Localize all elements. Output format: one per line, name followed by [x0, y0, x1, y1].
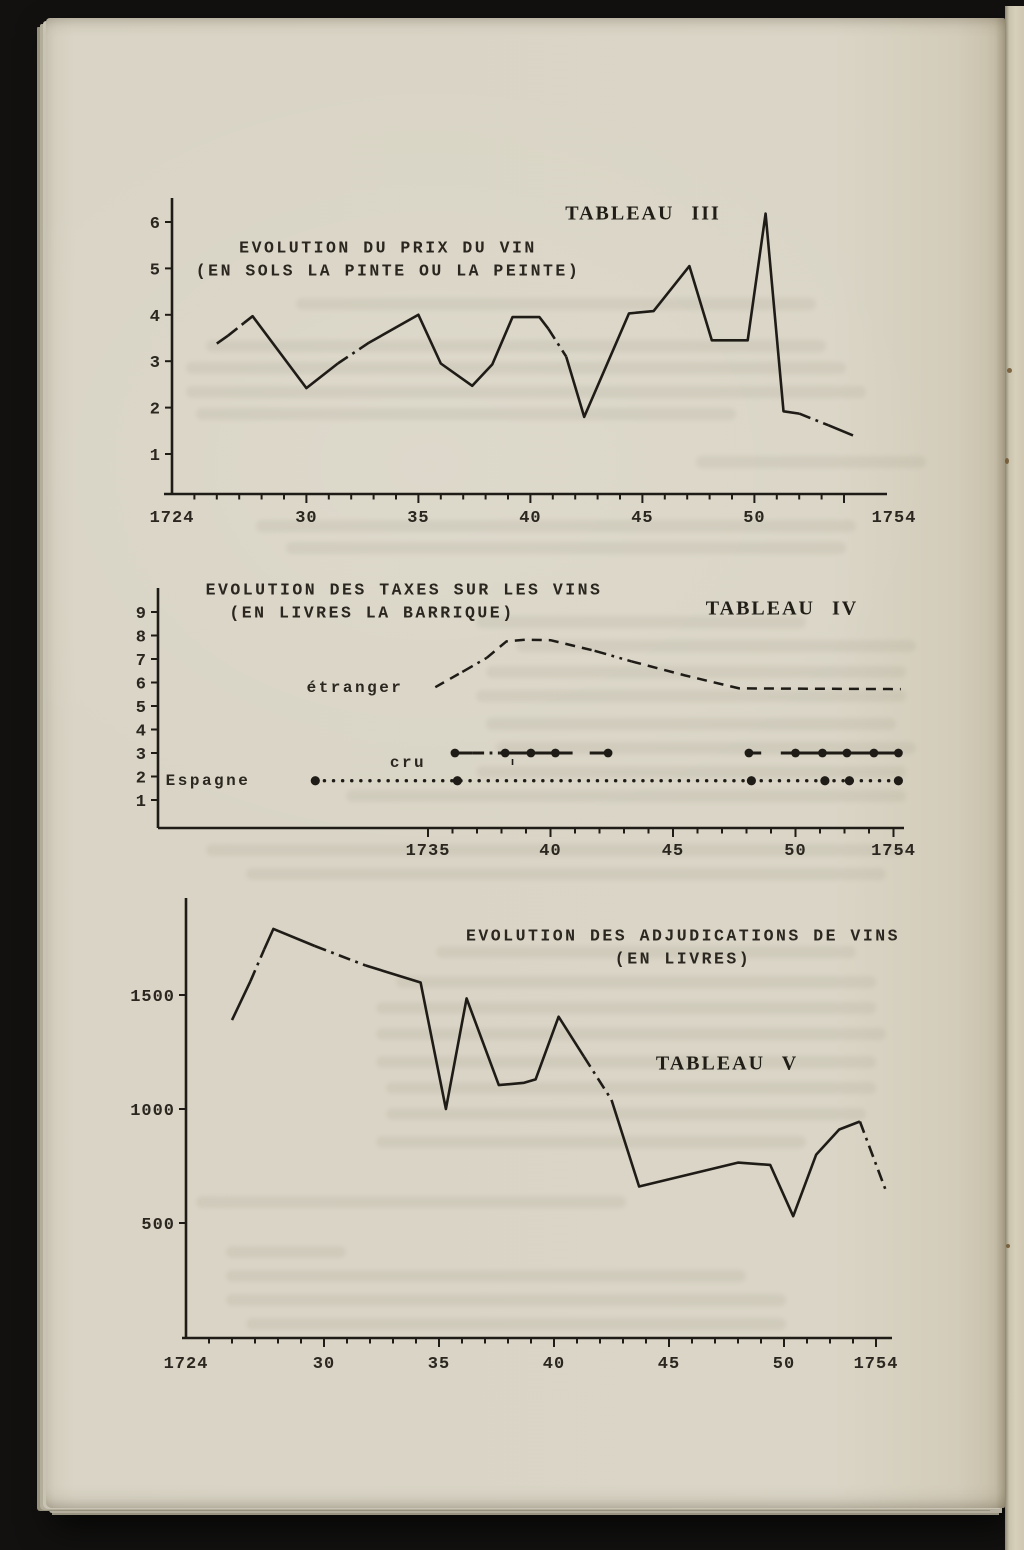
svg-text:35: 35	[407, 509, 430, 528]
svg-text:1735: 1735	[405, 842, 451, 861]
book-page	[46, 18, 1005, 1508]
chart3-title: TABLEAU V	[655, 1052, 799, 1075]
chart1-title: TABLEAU III	[565, 202, 721, 225]
svg-text:5: 5	[149, 261, 161, 281]
svg-text:30: 30	[312, 1355, 336, 1374]
svg-text:1724: 1724	[149, 509, 195, 528]
svg-text:40: 40	[542, 1355, 566, 1374]
series-label-cru: cru	[389, 754, 427, 772]
svg-text:7: 7	[135, 652, 147, 671]
svg-text:50: 50	[743, 509, 766, 528]
chart2-caption-line1: EVOLUTION DES TAXES SUR LES VINS	[205, 580, 603, 600]
chart3-caption-line2: (EN LIVRES)	[614, 949, 752, 969]
svg-text:45: 45	[661, 842, 685, 861]
svg-text:1754: 1754	[853, 1355, 899, 1374]
svg-text:1500: 1500	[130, 988, 175, 1007]
chart2-title: TABLEAU IV	[705, 597, 859, 620]
svg-text:40: 40	[519, 509, 542, 528]
svg-text:6: 6	[135, 675, 147, 695]
svg-text:1754: 1754	[871, 509, 917, 528]
chart3-caption-line1: EVOLUTION DES ADJUDICATIONS DE VINS	[465, 926, 901, 946]
svg-text:9: 9	[135, 605, 147, 624]
svg-text:45: 45	[657, 1355, 681, 1374]
svg-text:5: 5	[135, 699, 147, 718]
paper-speck	[1005, 458, 1009, 464]
svg-text:4: 4	[135, 722, 147, 742]
svg-text:3: 3	[135, 746, 147, 765]
chart1-caption-line1: EVOLUTION DU PRIX DU VIN	[239, 238, 537, 258]
svg-text:500: 500	[141, 1216, 175, 1235]
svg-text:1724: 1724	[163, 1355, 209, 1374]
svg-text:3: 3	[149, 354, 161, 374]
svg-text:8: 8	[135, 628, 147, 648]
chart2-taxes-plot	[135, 580, 972, 890]
svg-text:1754: 1754	[871, 842, 916, 861]
svg-text:50: 50	[772, 1355, 796, 1374]
chart1-caption-line2: (EN SOLS LA PINTE OU LA PEINTE)	[195, 261, 581, 281]
svg-text:2: 2	[135, 769, 147, 789]
svg-text:30: 30	[295, 509, 318, 528]
svg-text:40: 40	[539, 842, 562, 861]
paper-speck	[1006, 1244, 1010, 1248]
svg-text:2: 2	[149, 400, 161, 420]
svg-text:1: 1	[135, 793, 147, 812]
svg-text:1: 1	[149, 447, 161, 466]
svg-text:6: 6	[149, 215, 161, 234]
chart3-adjudications-plot	[130, 888, 972, 1398]
svg-text:50: 50	[784, 842, 807, 861]
svg-text:4: 4	[149, 307, 161, 327]
page-gutter-edge	[1005, 6, 1024, 1550]
svg-text:35: 35	[427, 1355, 451, 1374]
paper-speck	[1007, 368, 1012, 373]
chart2-caption-line2: (EN LIVRES LA BARRIQUE)	[229, 603, 515, 623]
svg-text:45: 45	[631, 509, 654, 528]
svg-text:1000: 1000	[130, 1102, 175, 1121]
chart1-prix-du-vin-plot	[142, 190, 972, 550]
series-label-etranger: étranger	[306, 679, 404, 697]
series-label-espagne: Espagne	[165, 772, 251, 790]
